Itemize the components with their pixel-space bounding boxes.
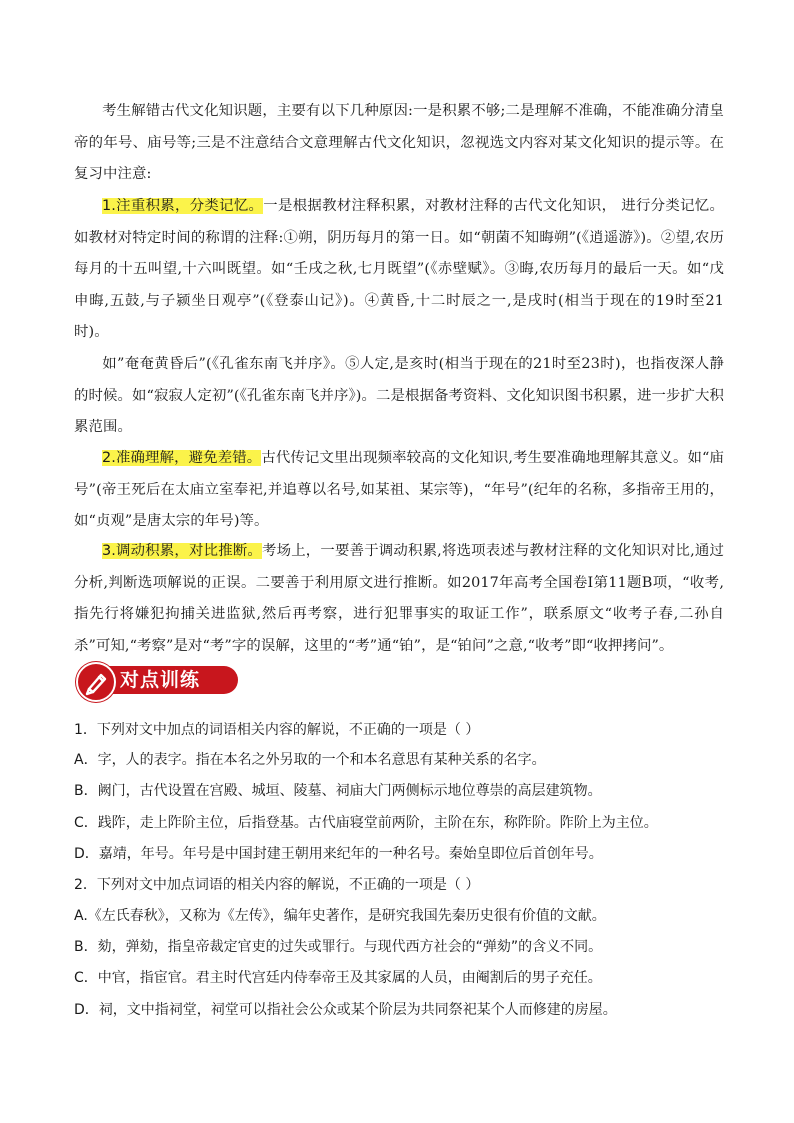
tip1-heading: 1.注重积累，分类记忆。 bbox=[102, 198, 264, 214]
intro-paragraph bbox=[74, 96, 724, 191]
tip1-continued-text: 如”奄奄黄昏后”(《孔雀东南飞并序》。⑤人定,是亥时(相当于现在的21时至23时)，也指夜深人静的时候。如“寂寂人定初”(《孔雀东南飞并序》)。二是根据备考资料、文化知识图书积累，进一步扩大积累范围。 bbox=[74, 356, 724, 435]
question-2-option-a: A.《左氏春秋》，又称为《左传》，编年史著作，是研究我国先秦历史很有价值的文献。 bbox=[74, 908, 606, 924]
question-1: 1．下列对文中加点的词语相关内容的解说，不正确的一项是（ ） bbox=[74, 722, 480, 738]
section-banner bbox=[72, 662, 238, 698]
question-2-option-d: D．祠，文中指祠堂，祠堂可以指社会公众或某个阶层为共同祭祀某个人而修建的房屋。 bbox=[74, 1002, 617, 1018]
tip3-body: 考场上，一要善于调动积累,将选项表述与教材注释的文化知识对比,通过分析,判断选项解说的正误。二要善于利用原文进行推断。如2017年高考全国卷Ⅰ第11题B项，“收考,指先行将嫌犯拘捕关进监狱,然后再考察，进行犯罪事实的取证工作”，联系原文“收考子春,二孙自杀”可知,“考察”是对“考”字的误解，这里的“考”通“铂”，是“铂问”之意,“收考”即“收押拷问”。 bbox=[74, 543, 724, 654]
question-1-option-b: B．阙门，古代设置在宫殿、城垣、陵墓、祠庙大门两侧标示地位尊崇的高层建筑物。 bbox=[74, 783, 602, 799]
question-2: 2．下列对文中加点词语的相关内容的解说，不正确的一项是（ ） bbox=[74, 877, 480, 893]
banner-title: 对点训练 bbox=[120, 669, 201, 691]
question-1-option-c: C．践阼，走上阼阶主位，后指登基。古代庙寝堂前两阶，主阶在东，称阼阶。阼阶上为主位。 bbox=[74, 815, 658, 831]
tip3-heading: 3.调动积累，对比推断。 bbox=[102, 543, 263, 559]
question-1-option-a: A．字，人的表字。指在本名之外另取的一个和本名意思有某种关系的名字。 bbox=[74, 752, 546, 768]
question-2-option-c: C．中官，指宦官。君主时代宫廷内侍奉帝王及其家属的人员，由阉割后的男子充任。 bbox=[74, 970, 602, 986]
question-1-option-d: D．嘉靖，年号。年号是中国封建王朝用来纪年的一种名号。秦始皇即位后首创年号。 bbox=[74, 846, 603, 862]
tip1-continued-paragraph bbox=[74, 349, 724, 444]
tip2-paragraph bbox=[74, 443, 724, 538]
question-2-option-b: B．劾，弹劾，指皇帝裁定官吏的过失或罪行。与现代西方社会的“弹劾”的含义不同。 bbox=[74, 939, 603, 955]
tip2-body: 古代传记文里出现频率较高的文化知识,考生要准确地理解其意义。如“庙号”(帝王死后在太庙立室奉祀,并追尊以名号,如某祖、某宗等)，“年号”(纪年的名称，多指帝王用的，如“贞观”是唐太宗的年号)等。 bbox=[74, 450, 725, 529]
tip3-paragraph bbox=[74, 536, 724, 662]
tip1-body: 一是根据教材注释积累，对教材注释的古代文化知识， 进行分类记忆。如教材对特定时间的称谓的注释:①朔，阴历每月的第一日。如“朝菌不知晦朔”(《逍遥游》)。②望,农历每月的十五叫望,十六叫既望。如“壬戌之秋,七月既望”(《赤壁赋》。③晦,农历每月的最后一天。如“戊申晦,五鼓,与子颍坐日观亭”(《登泰山记》)。④黄昏,十二时辰之一,是戌时(相当于现在的19时至21时)。 bbox=[74, 198, 724, 340]
tip1-paragraph bbox=[74, 191, 724, 349]
tip2-heading: 2.准确理解，避免差错。 bbox=[102, 450, 262, 466]
intro-text: 考生解错古代文化知识题，主要有以下几种原因:一是积累不够;二是理解不准确，不能准确分清皇帝的年号、庙号等;三是不注意结合文意理解古代文化知识，忽视选文内容对某文化知识的提示等。在复习中注意: bbox=[74, 103, 724, 182]
pencil-icon bbox=[76, 662, 116, 702]
